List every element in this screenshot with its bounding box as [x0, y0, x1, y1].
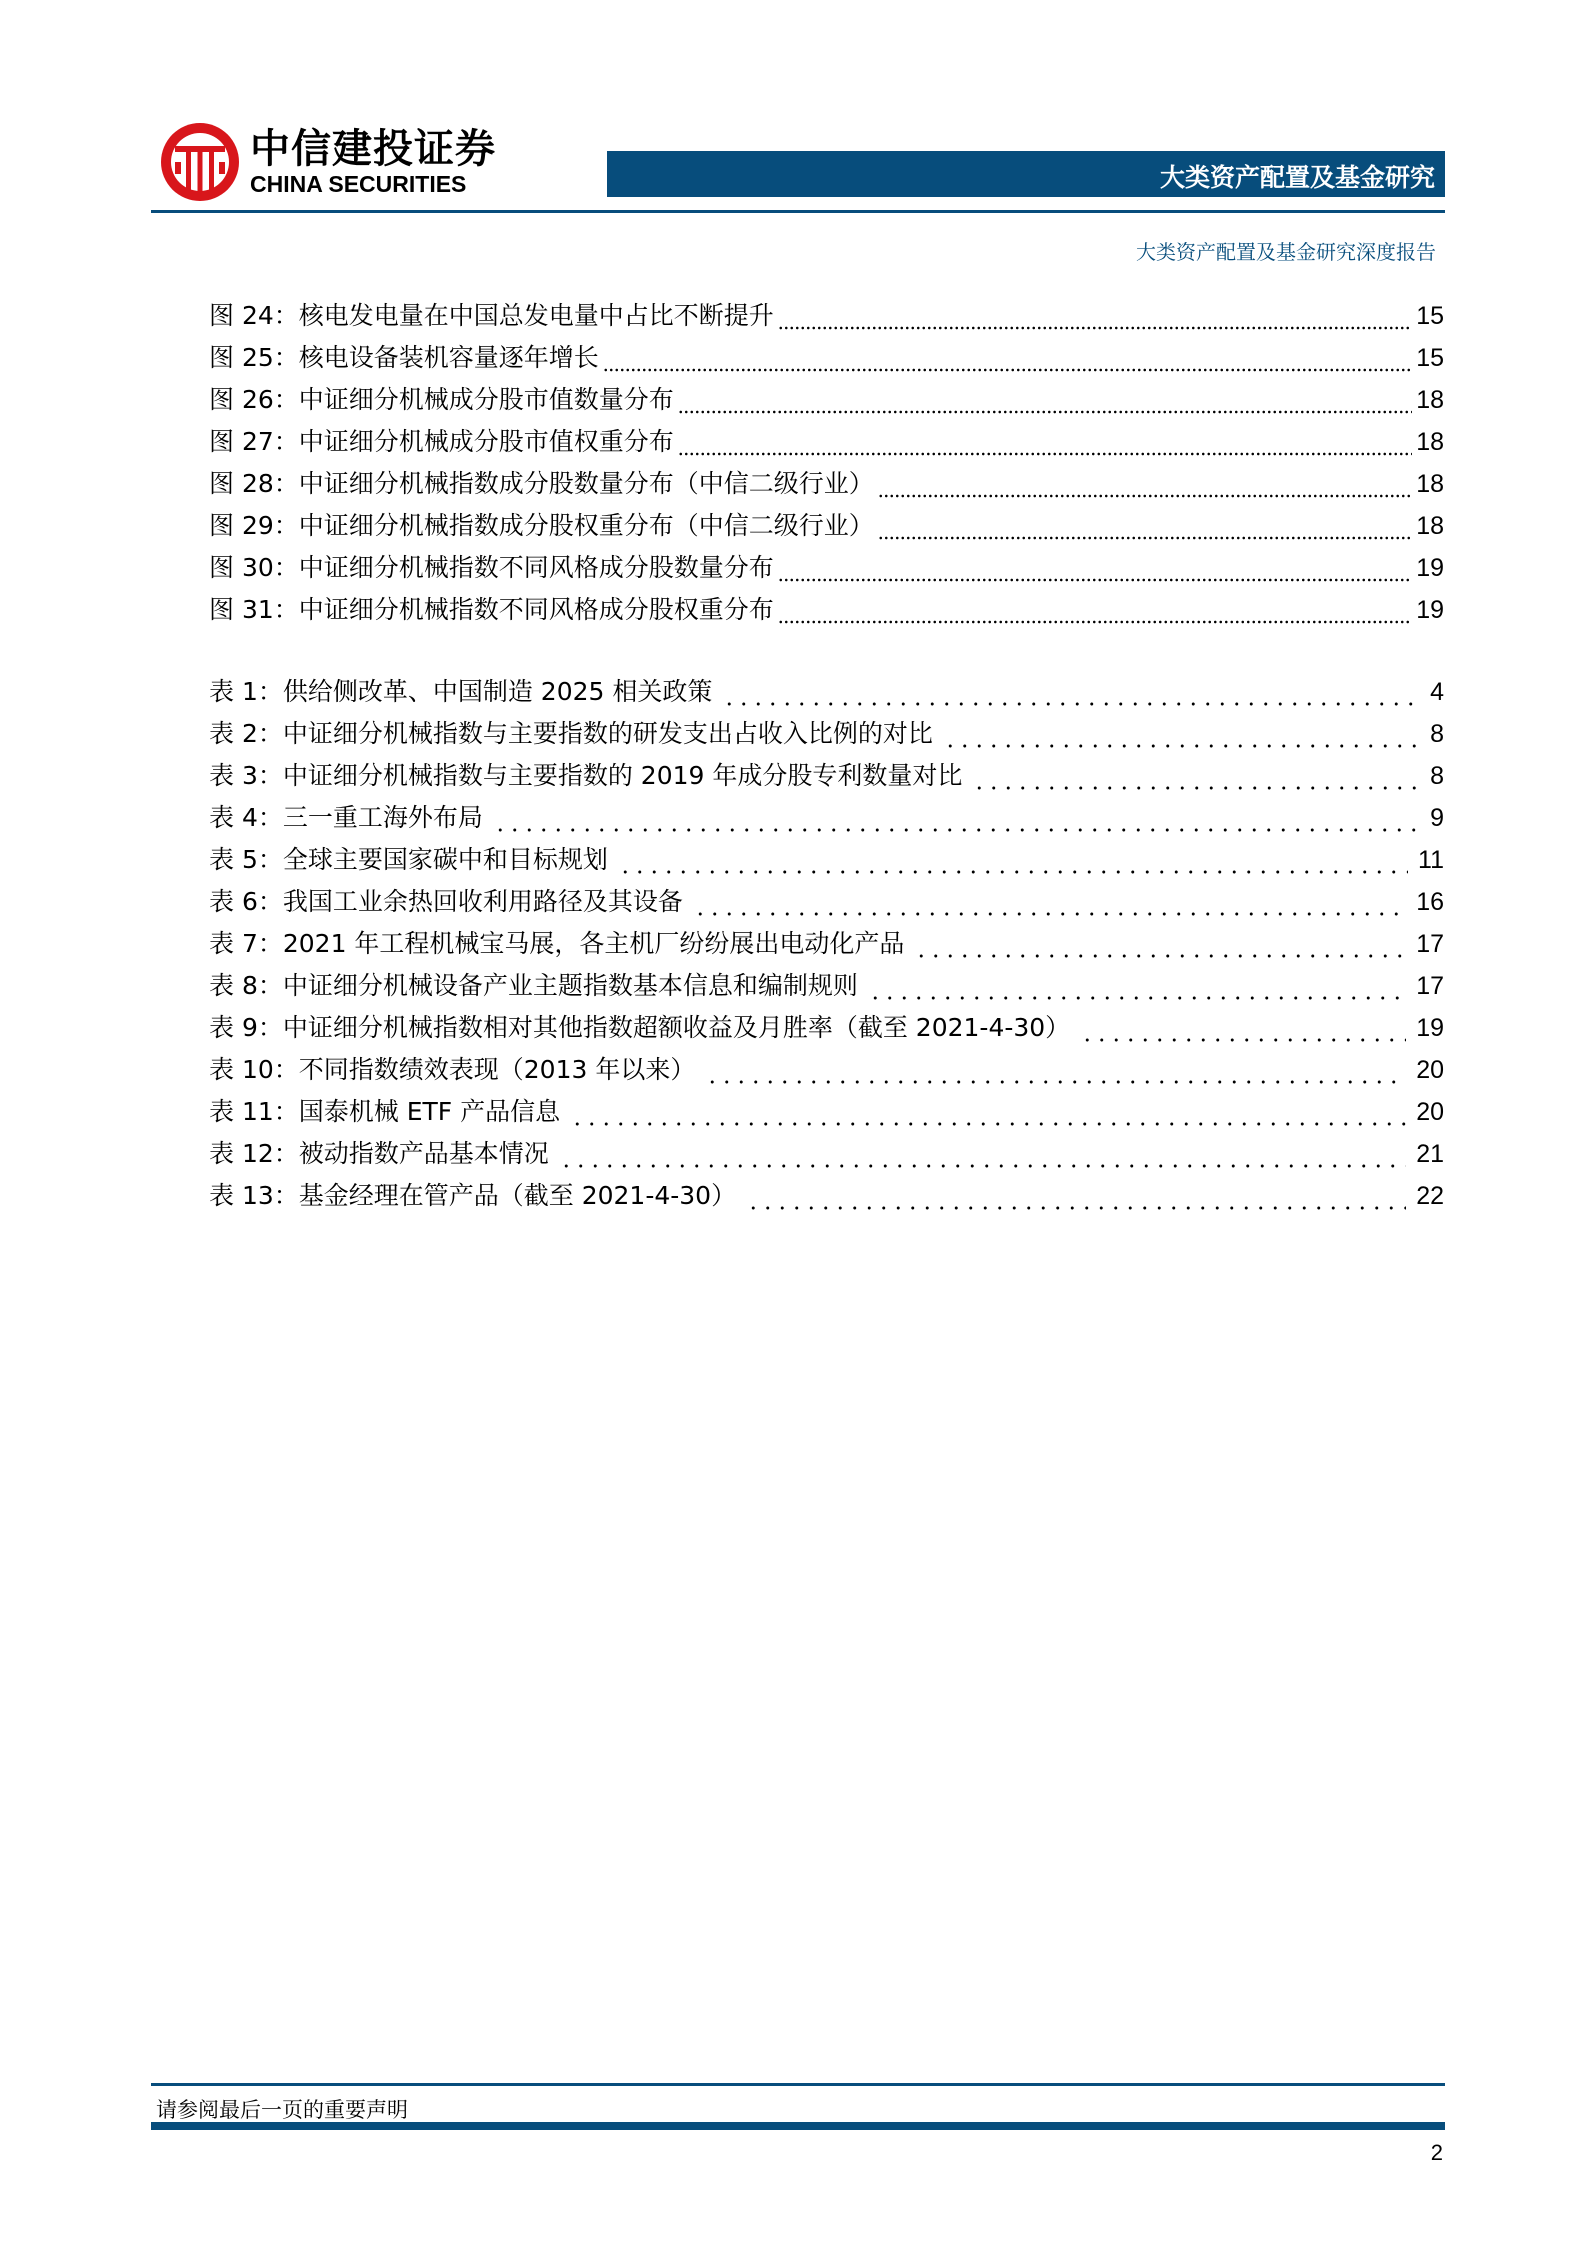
table-page-number: 19: [1416, 1014, 1444, 1042]
table-entry[interactable]: [209, 671, 1444, 713]
table-entry[interactable]: [209, 1007, 1444, 1049]
table-page-number: 11: [1418, 846, 1444, 874]
figure-entry[interactable]: [209, 589, 1444, 631]
dot-leader: [678, 421, 1412, 463]
dot-leader: [878, 505, 1412, 547]
table-entry[interactable]: [209, 881, 1444, 923]
dot-leader: [570, 1091, 1406, 1133]
figure-title[interactable]: 图 27：中证细分机械成分股市值权重分布: [209, 427, 674, 456]
table-entry[interactable]: [209, 755, 1444, 797]
dot-leader: [972, 755, 1420, 797]
figure-title[interactable]: 图 25：核电设备装机容量逐年增长: [209, 343, 599, 372]
table-title[interactable]: 表 3：中证细分机械指数与主要指数的 2019 年成分股专利数量对比: [209, 761, 963, 790]
figure-title[interactable]: 图 30：中证细分机械指数不同风格成分股数量分布: [209, 553, 774, 582]
table-title[interactable]: 表 5：全球主要国家碳中和目标规划: [209, 845, 608, 874]
table-title[interactable]: 表 4：三一重工海外布局: [209, 803, 483, 832]
table-entry[interactable]: [209, 1049, 1444, 1091]
dot-leader: [722, 671, 1420, 713]
dot-leader: [914, 923, 1406, 965]
dot-leader: [1080, 1007, 1406, 1049]
figure-entry[interactable]: [209, 379, 1444, 421]
table-title[interactable]: 表 1：供给侧改革、中国制造 2025 相关政策: [209, 677, 713, 706]
page-number: 2: [1430, 2140, 1443, 2165]
footer-divider: [151, 2083, 1445, 2086]
figure-page-number: 18: [1416, 512, 1444, 540]
figure-entry[interactable]: [209, 295, 1444, 337]
table-entry[interactable]: [209, 713, 1444, 755]
table-entry[interactable]: [209, 923, 1444, 965]
table-entry[interactable]: [209, 1175, 1444, 1217]
table-entry[interactable]: [209, 839, 1444, 881]
figure-title[interactable]: 图 29：中证细分机械指数成分股权重分布（中信二级行业）: [209, 511, 874, 540]
figure-title[interactable]: 图 31：中证细分机械指数不同风格成分股权重分布: [209, 595, 774, 624]
dot-leader: [778, 547, 1412, 589]
table-title[interactable]: 表 2：中证细分机械指数与主要指数的研发支出占收入比例的对比: [209, 719, 933, 748]
figure-title[interactable]: 图 28：中证细分机械指数成分股数量分布（中信二级行业）: [209, 469, 874, 498]
report-subtitle: 大类资产配置及基金研究深度报告: [1136, 240, 1436, 264]
logo-chinese-name: 中信建投证券: [250, 126, 496, 172]
figure-entry[interactable]: [209, 547, 1444, 589]
dot-leader: [778, 295, 1412, 337]
table-page-number: 20: [1416, 1056, 1444, 1084]
dot-leader: [603, 337, 1412, 379]
figure-page-number: 18: [1416, 386, 1444, 414]
company-logo: [158, 120, 496, 204]
dot-leader: [943, 713, 1420, 755]
table-page-number: 4: [1430, 678, 1444, 706]
table-title[interactable]: 表 7：2021 年工程机械宝马展，各主机厂纷纷展出电动化产品: [209, 929, 905, 958]
table-list: [209, 671, 1444, 1217]
table-title[interactable]: 表 10：不同指数绩效表现（2013 年以来）: [209, 1055, 696, 1084]
dot-leader: [705, 1049, 1406, 1091]
dot-leader: [693, 881, 1406, 923]
table-page-number: 17: [1416, 930, 1444, 958]
table-page-number: 8: [1430, 720, 1444, 748]
dot-leader: [868, 965, 1406, 1007]
figure-entry[interactable]: [209, 337, 1444, 379]
figure-entry[interactable]: [209, 505, 1444, 547]
dot-leader: [493, 797, 1420, 839]
table-entry[interactable]: [209, 965, 1444, 1007]
table-title[interactable]: 表 8：中证细分机械设备产业主题指数基本信息和编制规则: [209, 971, 858, 1000]
table-page-number: 17: [1416, 972, 1444, 1000]
logo-english-name: CHINA SECURITIES: [250, 171, 467, 197]
header-banner: 大类资产配置及基金研究: [607, 151, 1445, 197]
table-page-number: 22: [1416, 1182, 1444, 1210]
figure-title[interactable]: 图 24：核电发电量在中国总发电量中占比不断提升: [209, 301, 774, 330]
dot-leader: [618, 839, 1408, 881]
table-page-number: 9: [1430, 804, 1444, 832]
footer-disclaimer: 请参阅最后一页的重要声明: [156, 2098, 408, 2122]
dot-leader: [878, 463, 1412, 505]
dot-leader: [678, 379, 1412, 421]
table-page-number: 16: [1416, 888, 1444, 916]
header-divider: [151, 210, 1445, 213]
figure-page-number: 15: [1416, 302, 1444, 330]
table-entry[interactable]: [209, 1133, 1444, 1175]
table-page-number: 8: [1430, 762, 1444, 790]
figure-list: [209, 295, 1444, 631]
table-title[interactable]: 表 11：国泰机械 ETF 产品信息: [209, 1097, 561, 1126]
china-securities-logo-icon: [158, 120, 242, 204]
table-page-number: 21: [1416, 1140, 1444, 1168]
table-page-number: 20: [1416, 1098, 1444, 1126]
footer-bar: [151, 2122, 1445, 2130]
dot-leader: [778, 589, 1412, 631]
figure-page-number: 18: [1416, 470, 1444, 498]
table-title[interactable]: 表 12：被动指数产品基本情况: [209, 1139, 549, 1168]
figure-title[interactable]: 图 26：中证细分机械成分股市值数量分布: [209, 385, 674, 414]
figure-entry[interactable]: [209, 421, 1444, 463]
table-title[interactable]: 表 6：我国工业余热回收利用路径及其设备: [209, 887, 683, 916]
figure-page-number: 15: [1416, 344, 1444, 372]
figure-entry[interactable]: [209, 463, 1444, 505]
dot-leader: [559, 1133, 1406, 1175]
figure-page-number: 18: [1416, 428, 1444, 456]
table-title[interactable]: 表 9：中证细分机械指数相对其他指数超额收益及月胜率（截至 2021-4-30）: [209, 1013, 1071, 1042]
dot-leader: [746, 1175, 1406, 1217]
table-entry[interactable]: [209, 1091, 1444, 1133]
figure-page-number: 19: [1416, 554, 1444, 582]
table-entry[interactable]: [209, 797, 1444, 839]
table-title[interactable]: 表 13：基金经理在管产品（截至 2021-4-30）: [209, 1181, 737, 1210]
figure-page-number: 19: [1416, 596, 1444, 624]
